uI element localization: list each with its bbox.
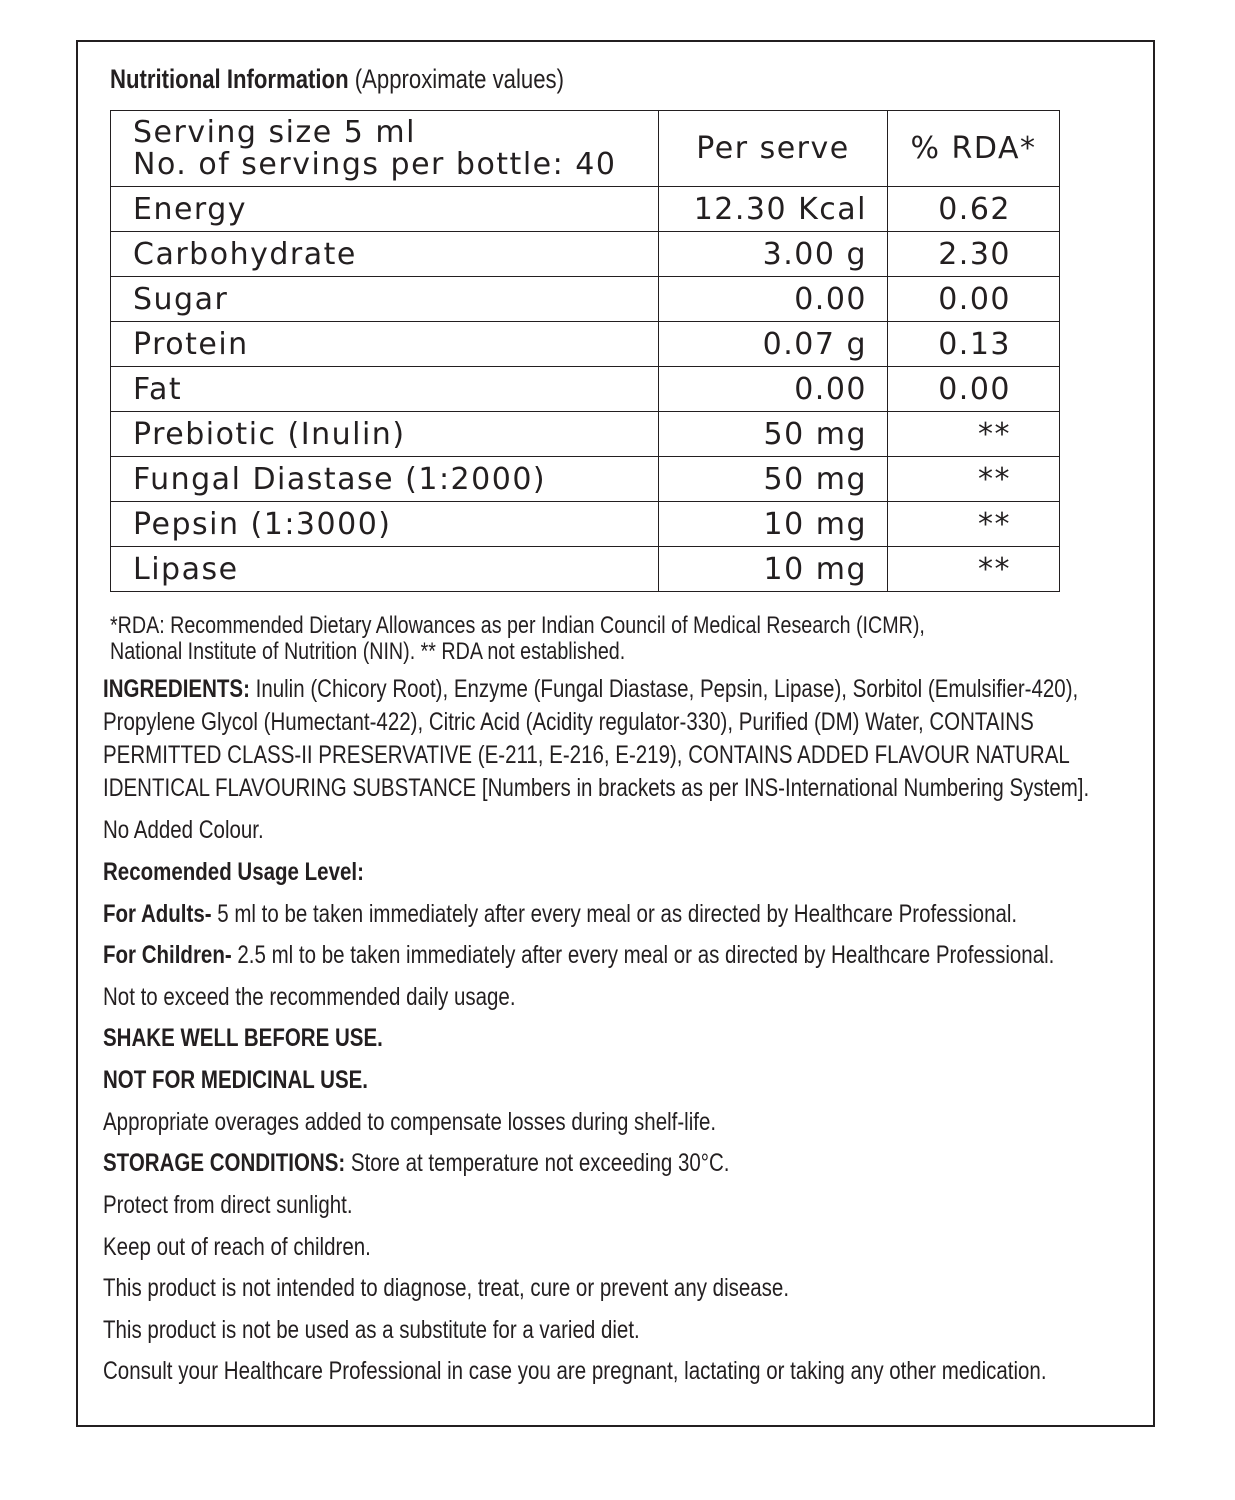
nutrient-name: Protein (111, 322, 659, 367)
rda-footnote-line-1: *RDA: Recommended Dietary Allowances as per Indian Council of Medical Research (ICMR), (110, 612, 925, 639)
consult-note: Consult your Healthcare Professional in case you are pregnant, lactating or taking any other medication. (103, 1357, 1047, 1385)
rda-header: % RDA* (888, 111, 1060, 187)
table-row (111, 322, 1060, 367)
rda-footnote-line-2: National Institute of Nutrition (NIN). ** RDA not established. (110, 638, 626, 665)
per-serve-header: Per serve (659, 111, 888, 187)
nutrient-per-serve: 10 mg (659, 502, 888, 547)
serving-size: Serving size 5 ml (133, 114, 416, 150)
children-reach-note: Keep out of reach of children. (103, 1233, 371, 1261)
not-exceed-note: Not to exceed the recommended daily usage. (103, 983, 516, 1011)
nutrient-rda: ** (888, 457, 1060, 502)
nutrient-per-serve: 0.07 g (659, 322, 888, 367)
sunlight-note: Protect from direct sunlight. (103, 1191, 353, 1219)
nutrition-title-bold: Nutritional Information (110, 64, 349, 94)
table-row (111, 232, 1060, 277)
table-row (111, 412, 1060, 457)
nutrient-per-serve: 50 mg (659, 412, 888, 457)
not-medicinal-warning: NOT FOR MEDICINAL USE. (103, 1066, 369, 1094)
overages-note: Appropriate overages added to compensate losses during shelf-life. (103, 1108, 717, 1136)
table-row (111, 277, 1060, 322)
table-header-row (111, 111, 1060, 187)
serving-info-cell (111, 111, 659, 187)
nutrient-rda: 0.00 (888, 277, 1060, 322)
nutrient-name: Prebiotic (Inulin) (111, 412, 659, 457)
nutrient-per-serve: 0.00 (659, 367, 888, 412)
storage-conditions: STORAGE CONDITIONS: Store at temperature not exceeding 30°C. (103, 1149, 730, 1177)
table-row (111, 457, 1060, 502)
nutrient-per-serve: 0.00 (659, 277, 888, 322)
nutrition-title (110, 64, 664, 95)
ingredients-line-2: Propylene Glycol (Humectant-422), Citric Acid (Acidity regulator-330), Purified (DM) Water, CONTAINS (103, 708, 1034, 736)
nutrient-rda: 0.13 (888, 322, 1060, 367)
nutrient-per-serve: 10 mg (659, 547, 888, 592)
usage-heading: Recomended Usage Level: (103, 858, 364, 886)
nutrient-rda: 0.00 (888, 367, 1060, 412)
nutrient-rda: 0.62 (888, 187, 1060, 232)
substitute-disclaimer: This product is not be used as a substitute for a varied diet. (103, 1316, 640, 1344)
children-usage: For Children- 2.5 ml to be taken immediately after every meal or as directed by Healthcare Professional. (103, 941, 1055, 969)
adults-usage: For Adults- 5 ml to be taken immediately after every meal or as directed by Healthcare Professional. (103, 900, 1018, 928)
ingredients-label: INGREDIENTS: (103, 675, 250, 703)
ingredients-line-3: PERMITTED CLASS-II PRESERVATIVE (E-211, E-216, E-219), CONTAINS ADDED FLAVOUR NATURAL (103, 741, 1070, 769)
nutrient-name: Lipase (111, 547, 659, 592)
nutrition-title-note: (Approximate values) (354, 64, 564, 94)
nutrient-rda: ** (888, 412, 1060, 457)
nutrient-name: Fungal Diastase (1:2000) (111, 457, 659, 502)
nutrient-per-serve: 12.30 Kcal (659, 187, 888, 232)
nutrient-name: Carbohydrate (111, 232, 659, 277)
nutrient-per-serve: 50 mg (659, 457, 888, 502)
nutrient-name: Fat (111, 367, 659, 412)
nutrient-name: Energy (111, 187, 659, 232)
ingredients-line-1: INGREDIENTS: Inulin (Chicory Root), Enzyme (Fungal Diastase, Pepsin, Lipase), Sorbitol (Emulsifier-420), (103, 675, 1079, 703)
table-row (111, 502, 1060, 547)
nutrient-name: Sugar (111, 277, 659, 322)
nutrient-rda: ** (888, 502, 1060, 547)
nutrient-name: Pepsin (1:3000) (111, 502, 659, 547)
nutrient-rda: ** (888, 547, 1060, 592)
nutrient-rda: 2.30 (888, 232, 1060, 277)
servings-per-bottle: No. of servings per bottle: 40 (133, 146, 617, 182)
no-added-colour: No Added Colour. (103, 816, 264, 844)
nutrient-per-serve: 3.00 g (659, 232, 888, 277)
table-row (111, 547, 1060, 592)
disease-disclaimer: This product is not intended to diagnose, treat, cure or prevent any disease. (103, 1274, 790, 1302)
nutrition-table (110, 110, 1060, 592)
ingredients-line-4: IDENTICAL FLAVOURING SUBSTANCE [Numbers in brackets as per INS-International Numbering System]. (103, 774, 1090, 802)
table-row (111, 187, 1060, 232)
shake-warning: SHAKE WELL BEFORE USE. (103, 1024, 383, 1052)
table-row (111, 367, 1060, 412)
